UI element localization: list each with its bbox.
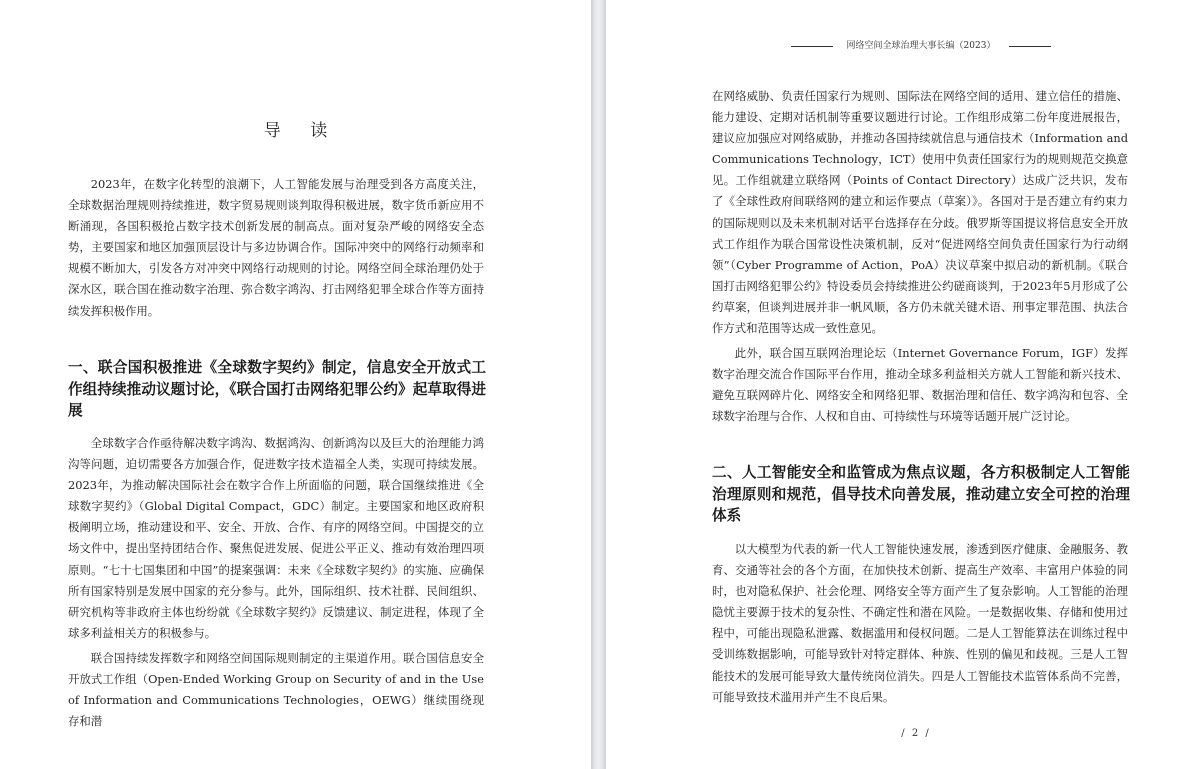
body-paragraph-continued: 在网络威胁、负责任国家行为规则、国际法在网络空间的适用、建立信任的措施、能力建设、定期对话机制等重要议题进行讨论。工作组形成第二份年度进展报告，建议应加强应对网络威胁，并推动各国持续就信息与通信技术（Information and Communications Technology，ICT）使用中负责任国家行为的规则规范交换意见。工作组就建立联络网（Points of Contact Directory）达成广泛共识，发布了《全球性政府间联络网的建立和运作要点（草案）》。各国对于是否建立有约束力的国际规则以及未来机制对话平台选择存在分歧。俄罗斯等国提议将信息安全开放式工作组作为联合国常设性决策机制，反对“促进网络空间负责任国家行为行动纲领”（Cyber Programme of Action，PoA）决议草案中拟启动的新机制。《联合国打击网络犯罪公约》特设委员会持续推进公约磋商谈判，于2023年5月形成了公约草案，但谈判进展并非一帆风顺，各方仍未就关键术语、刑事定罪范围、执法合作方式和范围等达成一致性意见。	[712, 89, 1128, 336]
running-header-text: 网络空间全球治理大事长编（2023）	[846, 41, 996, 51]
body-paragraph: 联合国持续发挥数字和网络空间国际规则制定的主渠道作用。联合国信息安全开放式工作组（Open-Ended Working Group on Security of and in the Use of Information and Communications Technologies，OEWG）继续围绕现存和潜	[68, 651, 484, 729]
page-gutter	[591, 0, 606, 769]
section-heading-1: 一、联合国积极推进《全球数字契约》制定，信息安全开放式工作组持续推动议题讨论，《联合国打击网络犯罪公约》起草取得进展	[68, 359, 486, 420]
body-paragraph: 全球数字合作亟待解决数字鸿沟、数据鸿沟、创新鸿沟以及巨大的治理能力鸿沟等问题，迫切需要各方加强合作，促进数字技术造福全人类，实现可持续发展。2023年，为推动解决国际社会在数字合作上所面临的问题，联合国继续推进《全球数字契约》（Global Digital Compact，GDC）制定。主要国家和地区政府积极阐明立场，推动建设和平、安全、开放、合作、有序的网络空间。中国提交的立场文件中，提出坚持团结合作、聚焦促进发展、促进公平正义、推动有效治理四项原则。“七十七国集团和中国”的提案强调：未来《全球数字契约》的实施、应确保所有国家特别是发展中国家的充分参与。此外，国际组织、技术社群、民间组织、研究机构等非政府主体也纷纷就《全球数字契约》反馈建议、制定进程，体现了全球多利益相关方的积极参与。	[68, 436, 484, 640]
body-paragraph: 以大模型为代表的新一代人工智能快速发展，渗透到医疗健康、金融服务、教育、交通等社会的各个方面，在加快技术创新、提高生产效率、丰富用户体验的同时，也对隐私保护、社会伦理、网络安全等方面产生了复杂影响。人工智能的治理隐忧主要源于技术的复杂性、不确定性和潜在风险。一是数据收集、存储和使用过程中，可能出现隐私泄露、数据滥用和侵权问题。二是人工智能算法在训练过程中受训练数据影响，可能导致针对特定群体、种族、性别的偏见和歧视。三是人工智能技术的发展可能导致大量传统岗位消失。四是人工智能技术监管体系尚不完善，可能导致技术滥用并产生不良后果。	[712, 542, 1128, 704]
page-title: 导 读	[263, 121, 340, 141]
intro-paragraph: 2023年，在数字化转型的浪潮下，人工智能发展与治理受到各方高度关注，全球数据治理规则持续推进，数字贸易规则谈判取得积极进展，数字货币新应用不断涌现，各国积极抢占数字技术创新发展的制高点。面对复杂严峻的网络安全态势，主要国家和地区加强顶层设计与多边协调合作。国际冲突中的网络行动频率和规模不断加大，引发各方对冲突中网络行动规则的讨论。网络空间全球治理仍处于深水区，联合国在推动数字治理、弥合数字鸿沟、打击网络犯罪全球合作等方面持续发挥积极作用。	[68, 177, 484, 318]
page-number: / 2 /	[901, 728, 931, 739]
section-heading-2: 二、人工智能安全和监管成为焦点议题，各方积极制定人工智能治理原则和规范，倡导技术向善发展，推动建立安全可控的治理体系	[712, 464, 1130, 525]
header-rule	[791, 46, 833, 47]
body-paragraph: 此外，联合国互联网治理论坛（Internet Governance Forum，IGF）发挥数字治理交流合作国际平台作用，推动全球多利益相关方就人工智能和新兴技术、避免互联网碎片化、网络安全和网络犯罪、数据治理和信任、数字鸿沟和包容、全球数字治理与合作、人权和自由、可持续性与环境等话题开展广泛讨论。	[712, 346, 1128, 424]
running-header	[791, 38, 1051, 54]
header-rule	[1009, 46, 1051, 47]
right-page	[606, 0, 1194, 769]
left-page	[0, 0, 591, 769]
